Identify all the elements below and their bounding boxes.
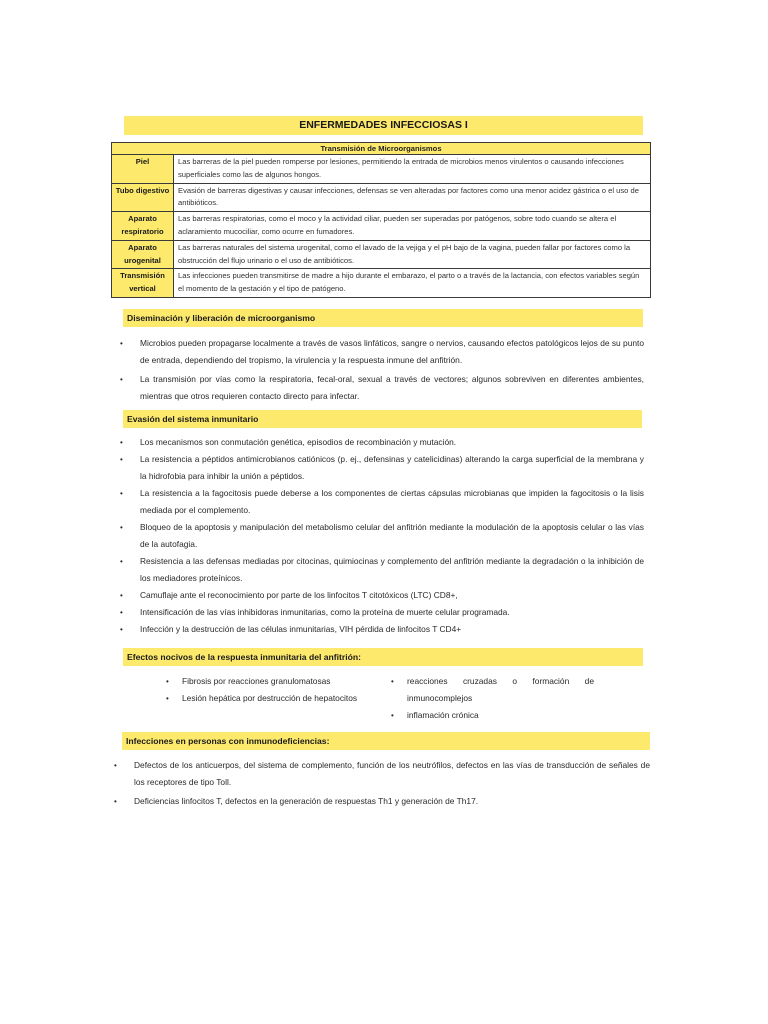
diseminacion-list: [114, 335, 644, 405]
bullet-icon: •: [114, 761, 117, 770]
list-item-text: Camuflaje ante el reconocimiento por parte de los linfocitos T citotóxicos (LTC) CD8+,: [140, 590, 458, 600]
bullet-icon: •: [166, 677, 169, 686]
list-item-text: Resistencia a las defensas mediadas por citocinas, quimiocinas y complemento del anfitrión mediante la degradación o la inhibición de los mediadores proteínicos.: [140, 556, 644, 583]
section-heading-efectos: Efectos nocivos de la respuesta inmunitaria del anfitrión:: [123, 648, 643, 666]
table-category-cell: Transmisión vertical: [112, 269, 174, 298]
list-item: [114, 335, 644, 369]
efectos-left-column: [164, 673, 364, 707]
bullet-icon: •: [120, 489, 123, 498]
section-heading-evasion: Evasión del sistema inmunitario: [123, 410, 642, 428]
list-item-text: La resistencia a la fagocitosis puede deberse a los componentes de ciertas cápsulas microbianas que impiden la fagocitosis o la lisis mediada por el complemento.: [140, 488, 644, 515]
section-heading-diseminacion: Diseminación y liberación de microorganismo: [123, 309, 643, 327]
list-item: [114, 485, 644, 519]
list-item-text: Intensificación de las vías inhibidoras inmunitarias, como la proteína de muerte celular programada.: [140, 607, 510, 617]
bullet-icon: •: [391, 677, 394, 686]
list-item-text: Bloqueo de la apoptosis y manipulación del metabolismo celular del anfitrión mediante la modulación de la apoptosis celular o las vías de la autofagia.: [140, 522, 644, 549]
bullet-icon: •: [120, 608, 123, 617]
list-item-text: Deficiencias linfocitos T, defectos en la generación de respuestas Th1 y generación de Th17.: [134, 796, 479, 806]
table-category-cell: Aparato urogenital: [112, 240, 174, 269]
table-description-cell: Las barreras respiratorias, como el moco y la actividad ciliar, pueden ser superadas por patógenos, sobre todo cuando se altera el aclaramiento mucociliar, como ocurre en fumadores.: [174, 212, 651, 241]
list-item-text: Microbios pueden propagarse localmente a través de vasos linfáticos, sangre o nervios, causando efectos patológicos lejos de su punto de entrada, dependiendo del tropismo, la virulencia y la respuesta inmune del anfitrión.: [140, 338, 644, 365]
bullet-icon: •: [120, 375, 123, 384]
bullet-icon: •: [114, 797, 117, 806]
bullet-icon: •: [120, 591, 123, 600]
bullet-icon: •: [120, 557, 123, 566]
table-row: [112, 269, 651, 298]
efectos-right-column: [389, 673, 594, 724]
list-item: [114, 371, 644, 405]
list-item-text: Fibrosis por reacciones granulomatosas: [182, 676, 331, 686]
list-item: [114, 604, 644, 621]
list-item: [108, 757, 650, 791]
list-item: [164, 673, 364, 690]
bullet-icon: •: [120, 438, 123, 447]
table-category-cell: Piel: [112, 155, 174, 184]
document-title: ENFERMEDADES INFECCIOSAS I: [124, 116, 643, 135]
table-category-cell: Aparato respiratorio: [112, 212, 174, 241]
table-description-cell: Las infecciones pueden transmitirse de madre a hijo durante el embarazo, el parto o a través de la lactancia, con efectos variables según el momento de la gestación y el tipo de patógeno.: [174, 269, 651, 298]
table-row: [112, 155, 651, 184]
table-description-cell: Las barreras de la piel pueden romperse por lesiones, permitiendo la entrada de microbios menos virulentos o causando infecciones superficiales como las de algunos hongos.: [174, 155, 651, 184]
bullet-icon: •: [120, 455, 123, 464]
table-category-cell: Tubo digestivo: [112, 183, 174, 212]
list-item: [389, 707, 594, 724]
bullet-icon: •: [120, 339, 123, 348]
bullet-icon: •: [166, 694, 169, 703]
list-item-text: reacciones cruzadas o formación de inmunocomplejos: [407, 676, 594, 703]
inmunodeficiencias-list: [108, 757, 650, 810]
list-item: [114, 519, 644, 553]
list-item-text: Defectos de los anticuerpos, del sistema de complemento, función de los neutrófilos, defectos en las vías de transducción de señales de los receptores de tipo Toll.: [134, 760, 650, 787]
section-heading-inmunodeficiencias: Infecciones en personas con inmunodeficiencias:: [122, 732, 650, 750]
table-description-cell: Evasión de barreras digestivas y causar infecciones, defensas se ven alteradas por factores como una menor acidez gástrica o el uso de antibióticos.: [174, 183, 651, 212]
list-item-text: La transmisión por vías como la respiratoria, fecal-oral, sexual a través de vectores; algunos sobreviven en diferentes ambientes, mientras que otros requieren contacto directo para infectar.: [140, 374, 644, 401]
transmission-table: [111, 142, 651, 298]
list-item: [164, 690, 364, 707]
list-item-text: inflamación crónica: [407, 710, 479, 720]
list-item: [114, 434, 644, 451]
bullet-icon: •: [391, 711, 394, 720]
list-item: [114, 553, 644, 587]
bullet-icon: •: [120, 625, 123, 634]
list-item: [114, 451, 644, 485]
table-row: [112, 240, 651, 269]
list-item: [108, 793, 650, 810]
list-item: [114, 621, 644, 638]
list-item-text: Lesión hepática por destrucción de hepatocitos: [182, 693, 358, 703]
list-item-text: Infección y la destrucción de las células inmunitarias, VIH pérdida de linfocitos T CD4+: [140, 624, 462, 634]
list-item-text: La resistencia a péptidos antimicrobianos catiónicos (p. ej., defensinas y catelicidinas) alterando la carga superficial de la membrana y la hidrofobia para inhibir la unión a péptidos.: [140, 454, 644, 481]
table-row: [112, 183, 651, 212]
list-item: [389, 673, 594, 707]
list-item-text: Los mecanismos son conmutación genética, episodios de recombinación y mutación.: [140, 437, 457, 447]
table-row: [112, 212, 651, 241]
table-header-row: [112, 143, 651, 155]
table-header: Transmisión de Microorganismos: [112, 143, 651, 155]
list-item: [114, 587, 644, 604]
evasion-list: [114, 434, 644, 638]
table-description-cell: Las barreras naturales del sistema urogenital, como el lavado de la vejiga y el pH bajo de la vagina, pueden fallar por factores como la obstrucción del flujo urinario o el uso de antibióticos.: [174, 240, 651, 269]
bullet-icon: •: [120, 523, 123, 532]
